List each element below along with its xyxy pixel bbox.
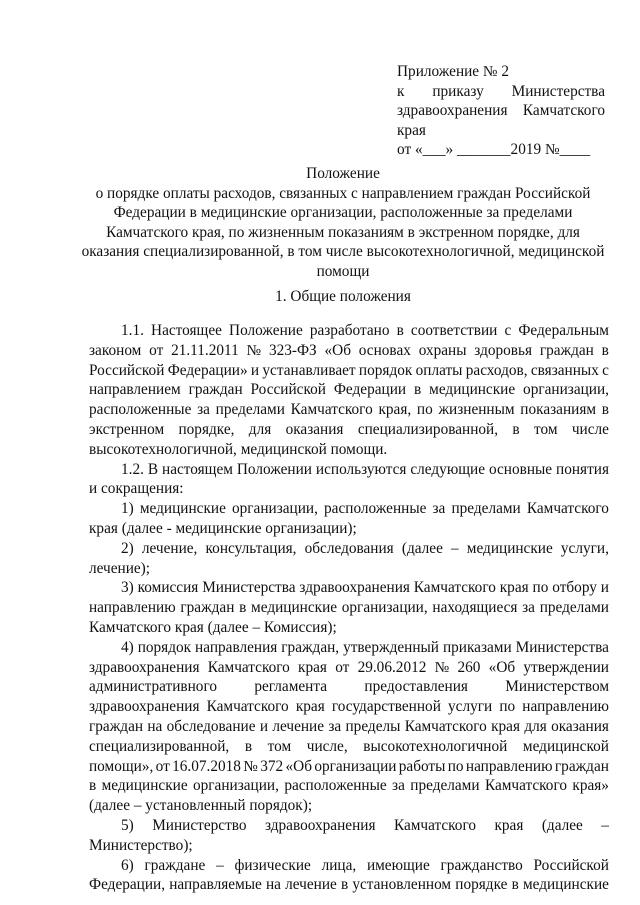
appendix-block bbox=[397, 62, 605, 160]
word: комиссия bbox=[137, 579, 199, 597]
word: организации, bbox=[341, 599, 428, 617]
word: расположенные bbox=[89, 401, 192, 419]
word: для bbox=[524, 717, 547, 735]
word: услуги bbox=[448, 698, 493, 716]
word: края bbox=[298, 658, 327, 676]
word: Положение bbox=[229, 322, 303, 339]
word: № bbox=[243, 757, 258, 775]
word: используются bbox=[315, 460, 407, 478]
word: и bbox=[250, 361, 260, 379]
text-line bbox=[89, 420, 609, 440]
title-line: помощи bbox=[316, 262, 370, 280]
word: показаниям bbox=[520, 401, 597, 419]
word: организации, bbox=[192, 777, 279, 795]
word: утвержденный bbox=[343, 638, 439, 656]
word: граждан bbox=[554, 757, 609, 775]
word: от bbox=[155, 757, 170, 775]
word: и bbox=[600, 579, 609, 597]
appendix-line-2 bbox=[397, 82, 605, 102]
word: в bbox=[414, 381, 422, 399]
word: 29.06.2012 bbox=[357, 658, 427, 676]
text-line: Министерство); bbox=[89, 836, 193, 854]
word: порядке bbox=[455, 876, 508, 894]
word: организации, bbox=[231, 500, 318, 518]
word: числе bbox=[571, 420, 609, 438]
word: 21.11.2011 bbox=[171, 341, 239, 359]
word: 4) bbox=[121, 638, 134, 656]
word: организации, bbox=[523, 381, 609, 399]
word: в bbox=[601, 401, 609, 419]
text-line bbox=[89, 400, 609, 420]
word: том bbox=[267, 737, 292, 755]
word: на bbox=[147, 717, 163, 735]
text-line bbox=[89, 776, 609, 796]
word: для bbox=[248, 420, 272, 438]
word: расположенные bbox=[324, 500, 427, 518]
text-line: края (далее - медицинские организации); bbox=[89, 519, 357, 537]
word: основах bbox=[358, 341, 411, 359]
word: лечение bbox=[272, 717, 325, 735]
word: помощи», bbox=[89, 757, 154, 775]
word: Министерства bbox=[515, 638, 609, 656]
word: имеющие bbox=[366, 856, 430, 874]
text-line bbox=[89, 341, 609, 361]
word: Российской bbox=[533, 856, 609, 874]
appendix-word: Камчатского bbox=[522, 102, 605, 119]
text-line bbox=[89, 380, 609, 400]
word: (далее bbox=[401, 539, 443, 557]
word: гражданство bbox=[440, 856, 523, 874]
word: медицинской bbox=[522, 737, 609, 755]
word: здоровья bbox=[474, 341, 533, 359]
word: за bbox=[328, 717, 342, 735]
word: законом bbox=[89, 341, 142, 359]
word: медицинские bbox=[251, 599, 338, 617]
word: по bbox=[532, 579, 549, 597]
word: здравоохранения bbox=[264, 816, 376, 834]
word: 323-ФЗ bbox=[268, 341, 317, 359]
word: Камчатского bbox=[526, 500, 609, 518]
word: государственной bbox=[331, 698, 441, 716]
word: устанавливает bbox=[262, 361, 356, 379]
word: обследования bbox=[304, 539, 394, 557]
word: расходов, bbox=[465, 361, 528, 379]
word: от bbox=[335, 658, 350, 676]
word: предоставления bbox=[364, 678, 468, 696]
appendix-word: здравоохранения bbox=[397, 102, 508, 119]
word: установленном bbox=[352, 876, 452, 894]
word: соответствии bbox=[410, 322, 498, 339]
text-line bbox=[89, 658, 609, 678]
word: медицинские bbox=[522, 876, 609, 894]
word: медицинские bbox=[139, 500, 226, 518]
text-line bbox=[89, 717, 609, 737]
word: консультация, bbox=[205, 539, 297, 557]
text-line bbox=[89, 875, 609, 895]
appendix-word: Министерства bbox=[511, 82, 605, 100]
text-line bbox=[89, 737, 609, 757]
word: 16.07.2018 bbox=[172, 757, 241, 775]
document-body bbox=[89, 321, 609, 895]
word: в bbox=[239, 599, 247, 617]
word: Положении bbox=[236, 460, 312, 478]
word: охраны bbox=[418, 341, 467, 359]
word: 1.1. bbox=[121, 322, 144, 339]
word: высокотехнологичной bbox=[363, 737, 508, 755]
word: порядок bbox=[137, 638, 192, 656]
word: направления bbox=[195, 638, 278, 656]
word: лечение, bbox=[141, 539, 198, 557]
word: специализированной, bbox=[89, 737, 230, 755]
word: направлению bbox=[89, 599, 176, 617]
word: 260 bbox=[457, 658, 481, 676]
text-line: лечение); bbox=[89, 559, 151, 577]
word: порядок bbox=[358, 361, 413, 379]
title-line: Федерации в медицинские организации, расположенные за пределами bbox=[113, 204, 573, 222]
word: физические bbox=[234, 856, 311, 874]
word: граждан bbox=[539, 341, 594, 359]
text-line bbox=[89, 598, 609, 618]
word: направлению bbox=[465, 757, 553, 775]
appendix-word: приказу bbox=[432, 82, 484, 100]
word: здравоохранения bbox=[89, 698, 200, 716]
word: направлением bbox=[89, 381, 181, 399]
word: граждан bbox=[180, 599, 235, 617]
word: Камчатского bbox=[207, 658, 290, 676]
document-title bbox=[78, 164, 608, 282]
word: Федеральным bbox=[518, 322, 609, 339]
text-line bbox=[89, 499, 609, 519]
word: края bbox=[494, 816, 524, 834]
word: том bbox=[533, 420, 558, 438]
word: экстренном bbox=[89, 420, 165, 438]
word: здравоохранения bbox=[299, 579, 410, 597]
text-line bbox=[89, 321, 609, 341]
word: оказания bbox=[551, 717, 609, 735]
word: в bbox=[396, 322, 404, 339]
word: в bbox=[340, 876, 349, 894]
word: следующие bbox=[410, 460, 485, 478]
word: Российской bbox=[89, 361, 165, 379]
word: за bbox=[392, 777, 405, 795]
title-line: Положение bbox=[306, 165, 380, 182]
text-line bbox=[89, 361, 609, 381]
word: по bbox=[447, 757, 464, 775]
word: направляемые bbox=[169, 876, 262, 894]
word: № bbox=[434, 658, 450, 676]
word: здравоохранения bbox=[89, 658, 200, 676]
word: 3) bbox=[121, 579, 134, 597]
text-line bbox=[89, 460, 609, 480]
word: услуги, bbox=[560, 539, 609, 557]
word: обследование bbox=[166, 717, 256, 735]
text-line bbox=[89, 539, 609, 559]
word: оплаты bbox=[415, 361, 463, 379]
title-line: о порядке оплаты расходов, связанных с направлением граждан Российской bbox=[95, 184, 591, 202]
word: Федерации» bbox=[167, 361, 248, 379]
word: В bbox=[147, 460, 159, 478]
word: за bbox=[432, 500, 446, 518]
word: медицинские bbox=[429, 381, 516, 399]
word: за bbox=[197, 401, 210, 419]
word: основные bbox=[488, 460, 553, 478]
word: Федерации, bbox=[89, 876, 166, 894]
word: в bbox=[511, 876, 519, 894]
word: пределами bbox=[539, 599, 609, 617]
word: Министерством bbox=[505, 678, 609, 696]
word: отбору bbox=[552, 579, 597, 597]
appendix-line-4: края bbox=[397, 121, 426, 139]
section-heading: 1. Общие положения bbox=[275, 288, 411, 305]
text-line: и сокращения: bbox=[89, 480, 184, 498]
word: находящиеся bbox=[432, 599, 518, 617]
word: в bbox=[244, 737, 253, 755]
word: «Об bbox=[488, 658, 516, 676]
word: «Об bbox=[285, 757, 312, 775]
text-line bbox=[89, 856, 609, 876]
word: Камчатского bbox=[206, 698, 289, 716]
word: граждан bbox=[188, 381, 243, 399]
word: административного bbox=[89, 678, 217, 696]
word: 372 bbox=[260, 757, 284, 775]
text-line: Камчатского края (далее – Комиссия); bbox=[89, 618, 337, 636]
word: Камчатского bbox=[290, 401, 373, 419]
word: регламента bbox=[254, 678, 328, 696]
word: (далее bbox=[541, 816, 583, 834]
word: в bbox=[601, 341, 609, 359]
word: Министерства bbox=[202, 579, 296, 597]
word: Камчатского bbox=[413, 579, 496, 597]
word: граждан bbox=[89, 717, 144, 735]
word: края bbox=[491, 717, 520, 735]
word: лица, bbox=[321, 856, 357, 874]
word: 6) bbox=[121, 856, 134, 874]
word: – bbox=[216, 856, 224, 874]
word: граждане bbox=[144, 856, 206, 874]
word: понятия bbox=[556, 460, 609, 478]
word: жизненным bbox=[438, 401, 515, 419]
word: медицинские bbox=[101, 777, 188, 795]
appendix-line-3 bbox=[397, 101, 605, 121]
word: на bbox=[266, 876, 281, 894]
text-line: (далее – установленный порядок); bbox=[89, 797, 313, 815]
word: в bbox=[512, 420, 520, 438]
word: специализированной, bbox=[357, 420, 499, 438]
word: лечение bbox=[285, 876, 337, 894]
text-line bbox=[89, 578, 609, 598]
title-line: Камчатского края, по жизненным показаниям в экстренном порядке, для bbox=[106, 223, 580, 241]
word: края bbox=[499, 579, 529, 597]
appendix-date-line: от «___» _______2019 №____ bbox=[397, 141, 591, 158]
word: граждан, bbox=[281, 638, 340, 656]
word: Камчатского bbox=[484, 777, 568, 795]
word: – bbox=[450, 539, 459, 557]
word: приказами bbox=[442, 638, 512, 656]
word: и bbox=[259, 717, 269, 735]
word: 5) bbox=[121, 816, 134, 834]
word: Камчатского bbox=[393, 816, 477, 834]
word: № bbox=[246, 341, 262, 359]
word: от bbox=[149, 341, 164, 359]
word: оказания bbox=[285, 420, 344, 438]
text-line bbox=[89, 677, 609, 697]
title-line: оказания специализированной, в том числе высокотехнологичной, медицинской bbox=[81, 243, 605, 261]
word: – bbox=[601, 816, 609, 834]
word: направлению bbox=[522, 698, 609, 716]
word: числе, bbox=[306, 737, 348, 755]
appendix-number: Приложение № 2 bbox=[397, 63, 509, 80]
word: медицинские bbox=[466, 539, 553, 557]
word: края bbox=[295, 698, 325, 716]
word: в bbox=[89, 777, 97, 795]
word: края» bbox=[572, 777, 609, 795]
word: Министерство bbox=[152, 816, 247, 834]
word: пределами bbox=[215, 401, 285, 419]
word: утверждении bbox=[523, 658, 609, 676]
word: настоящем bbox=[162, 460, 233, 478]
text-line bbox=[89, 757, 609, 777]
word: порядке, bbox=[178, 420, 235, 438]
word: 1) bbox=[121, 500, 134, 518]
word: работы bbox=[398, 757, 446, 775]
word: разработано bbox=[309, 322, 390, 339]
word: организации bbox=[314, 757, 397, 775]
word: расположенные bbox=[284, 777, 387, 795]
word: пределами bbox=[451, 500, 521, 518]
word: Российской bbox=[250, 381, 326, 399]
word: 1.2. bbox=[121, 460, 144, 478]
word: с bbox=[504, 322, 512, 339]
word: 2) bbox=[121, 539, 134, 557]
word: пределы bbox=[345, 717, 401, 735]
word: по bbox=[416, 401, 433, 419]
word: с bbox=[602, 361, 609, 379]
word: связанных bbox=[530, 361, 599, 379]
text-line bbox=[89, 638, 609, 658]
text-line bbox=[89, 697, 609, 717]
word: Федерации bbox=[333, 381, 407, 399]
word: Настоящее bbox=[151, 322, 222, 339]
word: края, bbox=[378, 401, 412, 419]
word: пределами bbox=[410, 777, 480, 795]
text-line bbox=[89, 816, 609, 836]
text-line: высокотехнологичной, медицинской помощи. bbox=[89, 440, 388, 458]
word: Камчатского bbox=[404, 717, 487, 735]
word: по bbox=[499, 698, 516, 716]
appendix-word: к bbox=[397, 82, 405, 100]
word: «Об bbox=[324, 341, 351, 359]
word: за bbox=[522, 599, 535, 617]
